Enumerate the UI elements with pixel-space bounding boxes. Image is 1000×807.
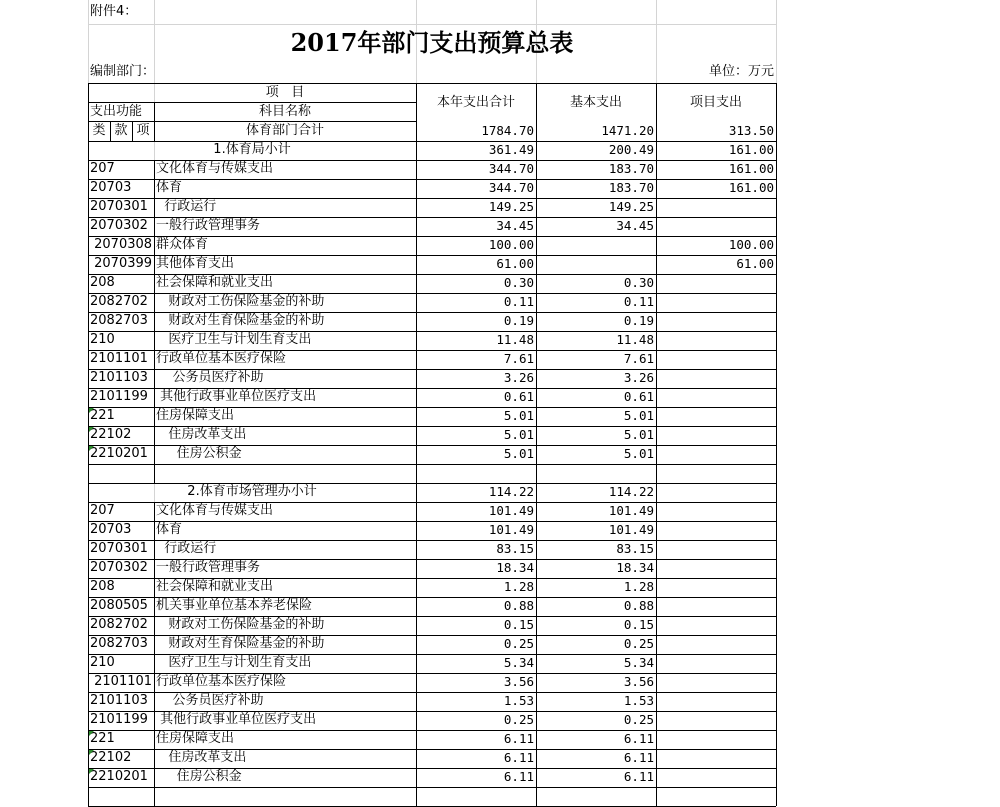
cell-code[interactable]: 2101103 <box>90 693 148 708</box>
cell-project[interactable] <box>656 274 776 293</box>
header-lei[interactable]: 类 <box>92 123 106 138</box>
cell-subject-name[interactable]: 2.体育市场管理办小计 <box>187 484 317 499</box>
cell-total[interactable]: 6.11 <box>503 769 534 784</box>
comment-indicator-icon <box>89 750 94 755</box>
cell-code[interactable] <box>90 464 154 483</box>
cell-subject-name[interactable]: 财政对工伤保险基金的补助 <box>156 294 325 309</box>
cell-project[interactable] <box>656 692 776 711</box>
cell-basic[interactable]: 6.11 <box>623 731 654 746</box>
cell-project[interactable] <box>656 293 776 312</box>
cell-total[interactable]: 100.00 <box>488 237 534 252</box>
cell-code[interactable]: 210 <box>90 655 115 670</box>
border <box>154 597 155 616</box>
attachment-label[interactable]: 附件4： <box>90 4 138 19</box>
cell-project[interactable] <box>656 616 776 635</box>
cell-code[interactable]: 2080505 <box>90 598 148 613</box>
cell-project[interactable]: 100.00 <box>728 237 774 252</box>
cell-project[interactable] <box>656 635 776 654</box>
border <box>776 83 777 806</box>
cell-subject-name[interactable]: 体育部门合计 <box>245 123 324 138</box>
cell-total[interactable]: 344.70 <box>488 180 534 195</box>
cell-project[interactable] <box>656 597 776 616</box>
cell-total[interactable]: 1.53 <box>503 693 534 708</box>
cell-code[interactable]: 221 <box>90 408 115 423</box>
cell-subject-name[interactable]: 行政运行 <box>156 541 217 556</box>
cell-code[interactable]: 221 <box>90 731 115 746</box>
cell-total[interactable]: 101.49 <box>488 522 534 537</box>
cell-basic[interactable]: 0.25 <box>623 636 654 651</box>
cell-code[interactable]: 2101103 <box>90 370 148 385</box>
cell-project[interactable] <box>656 464 776 483</box>
cell-code[interactable]: 20703 <box>90 180 132 195</box>
cell-basic[interactable]: 0.15 <box>623 617 654 632</box>
cell-basic[interactable]: 1471.20 <box>601 123 654 138</box>
border <box>88 83 89 806</box>
cell-total[interactable]: 0.25 <box>503 636 534 651</box>
border <box>154 521 155 540</box>
cell-subject-name[interactable]: 一般行政管理事务 <box>156 218 261 233</box>
cell-project[interactable] <box>656 350 776 369</box>
border <box>154 559 155 578</box>
cell-code[interactable]: 2070301 <box>90 541 148 556</box>
cell-total[interactable]: 344.70 <box>488 161 534 176</box>
cell-project[interactable] <box>656 654 776 673</box>
header-subject-name[interactable]: 科目名称 <box>258 104 311 119</box>
border <box>536 83 537 806</box>
cell-total[interactable]: 0.19 <box>503 313 534 328</box>
cell-code[interactable]: 2070302 <box>90 218 148 233</box>
border <box>154 274 155 293</box>
cell-project[interactable]: 161.00 <box>728 161 774 176</box>
cell-total[interactable]: 3.26 <box>503 370 534 385</box>
cell-basic[interactable]: 101.49 <box>608 503 654 518</box>
sheet-title[interactable]: 2017年部门支出预算总表 <box>290 28 574 57</box>
comment-indicator-icon <box>89 731 94 736</box>
header-kuan[interactable]: 款 <box>114 123 128 138</box>
cell-basic[interactable]: 3.26 <box>623 370 654 385</box>
border <box>154 198 155 217</box>
cell-subject-name[interactable]: 公务员医疗补助 <box>156 370 264 385</box>
cell-basic[interactable]: 5.34 <box>623 655 654 670</box>
cell-project[interactable] <box>656 521 776 540</box>
cell-project[interactable]: 61.00 <box>736 256 774 271</box>
cell-project[interactable] <box>656 540 776 559</box>
cell-total[interactable]: 0.30 <box>503 275 534 290</box>
border <box>154 768 155 787</box>
cell-subject-name[interactable]: 住房改革支出 <box>156 427 247 442</box>
cell-basic[interactable]: 0.25 <box>623 712 654 727</box>
cell-project[interactable] <box>656 407 776 426</box>
border <box>88 102 416 103</box>
cell-code[interactable]: 2070399 <box>90 256 153 271</box>
dept-label[interactable]: 编制部门： <box>90 64 156 79</box>
cell-total[interactable]: 0.15 <box>503 617 534 632</box>
cell-project[interactable] <box>656 388 776 407</box>
cell-project[interactable] <box>656 749 776 768</box>
cell-code[interactable]: 2070301 <box>90 199 148 214</box>
cell-subject-name[interactable]: 住房保障支出 <box>156 408 235 423</box>
border <box>154 787 155 806</box>
cell-subject-name[interactable]: 行政单位基本医疗保险 <box>156 674 287 689</box>
cell-code[interactable]: 208 <box>90 579 115 594</box>
cell-subject-name[interactable]: 住房改革支出 <box>156 750 247 765</box>
border <box>154 540 155 559</box>
cell-subject-name[interactable]: 财政对工伤保险基金的补助 <box>156 617 325 632</box>
cell-subject-name[interactable]: 群众体育 <box>156 237 209 252</box>
cell-total[interactable] <box>416 464 536 483</box>
cell-basic[interactable]: 7.61 <box>623 351 654 366</box>
cell-code[interactable]: 2082703 <box>90 313 148 328</box>
cell-total[interactable]: 1.28 <box>503 579 534 594</box>
cell-basic[interactable]: 114.22 <box>608 484 654 499</box>
cell-project[interactable] <box>656 217 776 236</box>
header-basic[interactable]: 基本支出 <box>569 95 622 110</box>
border <box>656 83 657 806</box>
border <box>154 445 155 464</box>
cell-subject-name[interactable]: 医疗卫生与计划生育支出 <box>156 655 312 670</box>
cell-total[interactable]: 101.49 <box>488 503 534 518</box>
cell-basic[interactable]: 0.30 <box>623 275 654 290</box>
header-project[interactable]: 项目支出 <box>689 95 742 110</box>
cell-total[interactable]: 149.25 <box>488 199 534 214</box>
border <box>154 102 155 141</box>
cell-project[interactable] <box>656 369 776 388</box>
cell-basic[interactable]: 18.34 <box>616 560 654 575</box>
cell-basic[interactable]: 5.01 <box>623 446 654 461</box>
cell-basic[interactable]: 0.19 <box>623 313 654 328</box>
cell-subject-name[interactable]: 1.体育局小计 <box>213 142 291 157</box>
cell-total[interactable]: 1784.70 <box>481 123 534 138</box>
border <box>154 578 155 597</box>
cell-basic[interactable]: 1.53 <box>623 693 654 708</box>
header-xiang[interactable]: 项 <box>136 123 150 138</box>
cell-project[interactable] <box>656 331 776 350</box>
cell-subject-name[interactable]: 社会保障和就业支出 <box>156 579 274 594</box>
cell-subject-name[interactable]: 住房公积金 <box>156 446 242 461</box>
cell-basic[interactable]: 0.88 <box>623 598 654 613</box>
cell-basic[interactable]: 149.25 <box>608 199 654 214</box>
cell-total[interactable]: 6.11 <box>503 750 534 765</box>
cell-code[interactable]: 2101199 <box>90 712 148 727</box>
border <box>154 369 155 388</box>
cell-subject-name[interactable]: 财政对生育保险基金的补助 <box>156 636 325 651</box>
comment-indicator-icon <box>89 446 94 451</box>
border <box>110 121 111 141</box>
cell-basic[interactable]: 5.01 <box>623 427 654 442</box>
border <box>154 350 155 369</box>
cell-basic[interactable] <box>536 255 656 274</box>
border <box>154 730 155 749</box>
border <box>154 331 155 350</box>
header-func-class[interactable]: 支出功能 <box>90 104 143 119</box>
border <box>154 654 155 673</box>
cell-code[interactable]: 22102 <box>90 750 132 765</box>
cell-basic[interactable]: 0.61 <box>623 389 654 404</box>
cell-basic[interactable]: 0.11 <box>623 294 654 309</box>
cell-total[interactable]: 0.25 <box>503 712 534 727</box>
cell-subject-name[interactable]: 其他体育支出 <box>156 256 235 271</box>
border <box>154 635 155 654</box>
cell-subject-name[interactable]: 社会保障和就业支出 <box>156 275 274 290</box>
cell-code[interactable]: 2082702 <box>90 294 148 309</box>
border <box>154 160 155 179</box>
cell-code[interactable]: 208 <box>90 275 115 290</box>
cell-total[interactable]: 361.49 <box>488 142 534 157</box>
cell-basic[interactable]: 6.11 <box>623 769 654 784</box>
cell-subject-name[interactable] <box>156 464 416 483</box>
border <box>154 711 155 730</box>
cell-project[interactable] <box>656 673 776 692</box>
cell-basic[interactable]: 183.70 <box>608 180 654 195</box>
cell-subject-name[interactable]: 机关事业单位基本养老保险 <box>156 598 313 613</box>
cell-project[interactable] <box>656 730 776 749</box>
header-total[interactable]: 本年支出合计 <box>436 95 515 110</box>
cell-basic[interactable]: 183.70 <box>608 161 654 176</box>
cell-code[interactable]: 2101101 <box>90 351 148 366</box>
cell-total[interactable]: 0.88 <box>503 598 534 613</box>
cell-basic[interactable]: 200.49 <box>608 142 654 157</box>
cell-project[interactable] <box>656 711 776 730</box>
border <box>154 502 155 521</box>
cell-basic[interactable]: 34.45 <box>616 218 654 233</box>
border <box>416 83 417 806</box>
cell-code[interactable]: 2210201 <box>90 769 148 784</box>
cell-code[interactable]: 2210201 <box>90 446 148 461</box>
cell-total[interactable]: 5.34 <box>503 655 534 670</box>
cell-basic[interactable]: 11.48 <box>616 332 654 347</box>
cell-code[interactable] <box>90 787 154 806</box>
cell-total[interactable] <box>416 787 536 806</box>
border <box>154 407 155 426</box>
border <box>154 179 155 198</box>
comment-indicator-icon <box>89 769 94 774</box>
cell-project[interactable] <box>656 445 776 464</box>
border <box>154 312 155 331</box>
cell-project[interactable] <box>656 578 776 597</box>
cell-basic[interactable] <box>536 464 656 483</box>
cell-total[interactable]: 83.15 <box>496 541 534 556</box>
cell-project[interactable]: 313.50 <box>728 123 774 138</box>
cell-subject-name[interactable]: 文化体育与传媒支出 <box>156 161 274 176</box>
cell-total[interactable]: 3.56 <box>503 674 534 689</box>
border <box>154 236 155 255</box>
border <box>154 255 155 274</box>
cell-basic[interactable]: 1.28 <box>623 579 654 594</box>
cell-basic[interactable] <box>536 236 656 255</box>
comment-indicator-icon <box>89 427 94 432</box>
cell-basic[interactable]: 5.01 <box>623 408 654 423</box>
cell-code[interactable]: 2101101 <box>90 674 153 689</box>
cell-project[interactable]: 161.00 <box>728 142 774 157</box>
cell-basic[interactable]: 83.15 <box>616 541 654 556</box>
cell-project[interactable] <box>656 768 776 787</box>
cell-subject-name[interactable]: 文化体育与传媒支出 <box>156 503 274 518</box>
cell-basic[interactable]: 3.56 <box>623 674 654 689</box>
border <box>88 83 776 84</box>
cell-subject-name[interactable]: 体育 <box>156 180 183 195</box>
cell-code[interactable]: 2082702 <box>90 617 148 632</box>
gridline <box>88 24 776 25</box>
cell-subject-name[interactable]: 其他行政事业单位医疗支出 <box>156 389 317 404</box>
cell-subject-name[interactable]: 医疗卫生与计划生育支出 <box>156 332 312 347</box>
cell-subject-name[interactable]: 一般行政管理事务 <box>156 560 261 575</box>
cell-subject-name[interactable]: 其他行政事业单位医疗支出 <box>156 712 317 727</box>
cell-basic[interactable]: 101.49 <box>608 522 654 537</box>
cell-basic[interactable]: 6.11 <box>623 750 654 765</box>
border <box>154 388 155 407</box>
cell-total[interactable]: 11.48 <box>496 332 534 347</box>
cell-total[interactable]: 34.45 <box>496 218 534 233</box>
cell-total[interactable]: 61.00 <box>496 256 534 271</box>
cell-project[interactable] <box>656 312 776 331</box>
cell-code[interactable]: 207 <box>90 503 115 518</box>
cell-total[interactable]: 5.01 <box>503 408 534 423</box>
border <box>154 426 155 445</box>
cell-total[interactable]: 114.22 <box>488 484 534 499</box>
cell-subject-name[interactable]: 财政对生育保险基金的补助 <box>156 313 325 328</box>
cell-subject-name[interactable]: 住房保障支出 <box>156 731 235 746</box>
comment-indicator-icon <box>89 408 94 413</box>
cell-project[interactable] <box>656 426 776 445</box>
cell-code[interactable]: 2070302 <box>90 560 148 575</box>
border <box>154 293 155 312</box>
cell-project[interactable] <box>656 502 776 521</box>
cell-total[interactable]: 0.11 <box>503 294 534 309</box>
border <box>154 692 155 711</box>
cell-code[interactable]: 2101199 <box>90 389 148 404</box>
cell-code[interactable]: 210 <box>90 332 115 347</box>
cell-code[interactable]: 207 <box>90 161 115 176</box>
cell-project[interactable] <box>656 559 776 578</box>
unit-label[interactable]: 单位：万元 <box>708 64 774 79</box>
border <box>154 673 155 692</box>
cell-subject-name[interactable]: 行政单位基本医疗保险 <box>156 351 287 366</box>
cell-total[interactable]: 6.11 <box>503 731 534 746</box>
cell-subject-name[interactable] <box>156 787 416 806</box>
cell-project[interactable] <box>656 198 776 217</box>
cell-total[interactable]: 5.01 <box>503 427 534 442</box>
cell-subject-name[interactable]: 体育 <box>156 522 183 537</box>
cell-project[interactable]: 161.00 <box>728 180 774 195</box>
border <box>154 217 155 236</box>
cell-subject-name[interactable]: 公务员医疗补助 <box>156 693 264 708</box>
border <box>154 464 155 483</box>
cell-code[interactable]: 22102 <box>90 427 132 442</box>
cell-project[interactable] <box>656 483 776 502</box>
border <box>154 749 155 768</box>
cell-total[interactable]: 18.34 <box>496 560 534 575</box>
cell-basic[interactable] <box>536 787 656 806</box>
cell-code[interactable]: 2070308 <box>90 237 153 252</box>
cell-subject-name[interactable]: 行政运行 <box>156 199 217 214</box>
cell-code[interactable]: 2082703 <box>90 636 148 651</box>
cell-total[interactable]: 5.01 <box>503 446 534 461</box>
cell-code[interactable]: 20703 <box>90 522 132 537</box>
cell-total[interactable]: 0.61 <box>503 389 534 404</box>
cell-total[interactable]: 7.61 <box>503 351 534 366</box>
border <box>154 616 155 635</box>
border <box>132 121 133 141</box>
cell-project[interactable] <box>656 787 776 806</box>
header-item[interactable]: 项 目 <box>265 85 305 100</box>
cell-subject-name[interactable]: 住房公积金 <box>156 769 242 784</box>
